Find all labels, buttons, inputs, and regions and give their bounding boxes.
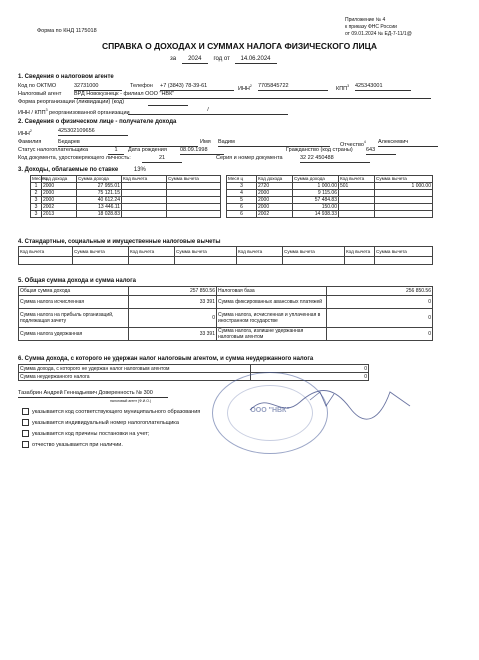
section-1-heading: 1. Сведения о налоговом агенте: [18, 74, 114, 80]
tax-base-label: Налоговая база: [217, 287, 327, 296]
excess-tax-value: 0: [327, 328, 433, 341]
reorg-innkpp-label: ИНН / КПП$^3$ реорганизованной организации: [18, 108, 130, 116]
section-2-heading: 2. Сведения о физическом лице - получателе дохода: [18, 119, 177, 125]
agent-kpp-value: 425343001: [355, 83, 411, 91]
agent-kpp-label: КПП$^3$: [336, 84, 350, 92]
table-row: 5 2000 57 484.83: [227, 196, 433, 203]
header-deduction-code: Код вычета: [122, 176, 167, 183]
section-3-heading: 3. Доходы, облагаемые по ставке 13%: [18, 167, 146, 173]
foreign-tax-value: 0: [327, 309, 433, 328]
lastname-value: Бедарев: [58, 139, 198, 147]
deduction-sum-1: Сумма вычета: [73, 247, 129, 257]
table-row: 3 2000 40 612.24: [31, 196, 221, 203]
series-label: Серия и номер документа: [216, 155, 283, 161]
table-row: 4 2000 9 115.06: [227, 189, 433, 196]
fixed-payments-value: 0: [327, 296, 433, 309]
table-row: 6 2002 14 938.33: [227, 210, 433, 217]
period: за 2024 год от 14.06.2024: [170, 56, 277, 64]
withheld-tax-label: Сумма налога удержанная: [19, 328, 129, 341]
patronymic-label: Отчество$^4$: [340, 140, 366, 148]
person-inn-value: 425302109656: [58, 128, 128, 136]
income-table-left: [30, 175, 221, 218]
oktmo-value: 32731000: [74, 83, 122, 91]
status-value: 1: [108, 147, 124, 155]
note-4: отчество указывается при наличии.: [22, 441, 123, 449]
signature: [240, 380, 420, 430]
signer-name: Тазабрин Андрей Геннадьевич Доверенность № 300: [18, 390, 168, 398]
header-month: Меся ц: [32, 176, 48, 181]
total-income-value: 257 850.56: [129, 287, 217, 296]
withheld-tax-value: 33 391: [129, 328, 217, 341]
period-year: 2024: [182, 56, 208, 64]
appendix-line-1: Приложение № 4: [345, 17, 386, 23]
table-row: 3 2720 1 000.00 501 1 000.00: [227, 182, 433, 189]
excess-tax-label: Сумма налога, излишне удержанная налоговым агентом: [217, 328, 327, 341]
not-withheld-tax-value: 0: [251, 373, 369, 381]
deduction-sum-3: Сумма вычета: [283, 247, 345, 257]
agent-inn-label: ИНН$^2$: [238, 84, 252, 92]
section-5-heading: 5. Общая сумма дохода и сумма налога: [18, 278, 136, 284]
dob-value: 08.09.1998: [180, 147, 224, 155]
deduction-sum-4: Сумма вычета: [375, 247, 433, 257]
lastname-label: Фамилия: [18, 139, 42, 145]
agent-inn-value: 7705845722: [258, 83, 328, 91]
tax-base-value: 256 850.56: [327, 287, 433, 296]
signer-caption: налоговый агент (Ф.И.О.): [110, 399, 152, 403]
header-income-sum: Сумма дохода: [77, 176, 122, 183]
page-title: СПРАВКА О ДОХОДАХ И СУММАХ НАЛОГА ФИЗИЧЕСКОГО ЛИЦА: [102, 41, 377, 51]
name-value: Вадим: [218, 139, 330, 147]
phone-label: Телефон: [130, 83, 153, 89]
period-date: 14.06.2024: [235, 56, 277, 64]
checkbox-icon: [22, 441, 29, 448]
note-1: указывается код соответствующего муниципального образования: [22, 408, 200, 416]
not-withheld-table: [18, 364, 369, 381]
agent-label: Налоговый агент: [18, 91, 62, 97]
reorg-form-field: [148, 99, 188, 106]
tax-calc-label: Сумма налога исчисленная: [19, 296, 129, 309]
checkbox-icon: [22, 430, 29, 437]
appendix-line-3: от 09.01.2024 № ЕД-7-11/1@: [345, 31, 412, 37]
header-income-code: Код дохода: [257, 176, 293, 183]
table-row: 3 2013 18 028.83: [31, 210, 221, 217]
deductions-table: [18, 246, 433, 265]
header-month: Меся ц: [227, 176, 257, 183]
not-withheld-tax-label: Сумма неудержанного налога: [19, 373, 251, 381]
patronymic-value: Алексеевич: [378, 139, 438, 147]
total-income-label: Общая сумма дохода: [19, 287, 129, 296]
header-deduction-sum: Сумма вычета: [167, 176, 221, 183]
doc-code-value: 21: [142, 155, 182, 163]
deduction-sum-2: Сумма вычета: [175, 247, 237, 257]
rate-value: 13%: [133, 167, 146, 173]
citizenship-label: Гражданство (код страны): [286, 147, 353, 153]
name-label: Имя: [200, 139, 211, 145]
reorg-form-label: Форма реорганизации (ликвидации) (код): [18, 99, 125, 105]
table-row: 2 2000 75 121.15: [31, 189, 221, 196]
profit-tax-label: Сумма налога на прибыль организаций, подлежащая зачету: [19, 309, 129, 328]
agent-name: ВРД Новокузнецк - филиал ООО "НВК": [74, 91, 431, 99]
citizenship-value: 643: [366, 147, 396, 155]
income-table-right: [226, 175, 433, 218]
doc-label: Код документа, удостоверяющего личность:: [18, 155, 131, 161]
series-value: 32 22 450488: [300, 155, 370, 163]
reorg-innkpp-field: /: [128, 107, 288, 115]
deduction-code-4: Код вычета: [345, 247, 375, 257]
totals-table: [18, 286, 433, 341]
phone-value: +7 (3843) 78-39-61: [160, 83, 234, 91]
dob-label: Дата рождения: [128, 147, 167, 153]
tax-calc-value: 33 391: [129, 296, 217, 309]
section-4-heading: 4. Стандартные, социальные и имущественные налоговые вычеты: [18, 239, 221, 245]
person-inn-label: ИНН$^2$: [18, 129, 32, 137]
oktmo-label: Код по ОКТМО: [18, 83, 57, 89]
deduction-code-1: Код вычета: [19, 247, 73, 257]
table-row: 3 2002 13 446.11: [31, 203, 221, 210]
deduction-code-2: Код вычета: [129, 247, 175, 257]
deduction-code-3: Код вычета: [237, 247, 283, 257]
appendix-line-2: к приказу ФНС России: [345, 24, 397, 30]
note-3: указывается код причины постановки на учет;: [22, 430, 149, 438]
table-row: 1 2000 27 955.01: [31, 182, 221, 189]
table-row: 6 2000 150.00: [227, 203, 433, 210]
header-income-sum: Сумма дохода: [293, 176, 339, 183]
stamp-text: ООО "НВК": [250, 407, 290, 414]
section-6-heading: 6. Сумма дохода, с которого не удержан налог налоговым агентом, и сумма неудержанного налога: [18, 356, 314, 362]
fixed-payments-label: Сумма фиксированных авансовых платежей: [217, 296, 327, 309]
note-2: указывается индивидуальный номер налогоплательщика: [22, 419, 179, 427]
header-deduction-sum: Сумма вычета: [375, 176, 433, 183]
status-label: Статус налогоплательщика: [18, 147, 89, 153]
header-deduction-code: Код вычета: [339, 176, 375, 183]
checkbox-icon: [22, 419, 29, 426]
checkbox-icon: [22, 408, 29, 415]
header-income-code: Код дохода: [42, 176, 77, 183]
profit-tax-value: 0: [129, 309, 217, 328]
foreign-tax-label: Сумма налога, исчисленная и уплаченная в иностранном государстве: [217, 309, 327, 328]
not-withheld-income-value: 0: [251, 365, 369, 373]
form-code: Форма по КНД 1175018: [37, 28, 97, 34]
not-withheld-income-label: Сумма дохода, с которого не удержан налог налоговым агентом: [19, 365, 251, 373]
